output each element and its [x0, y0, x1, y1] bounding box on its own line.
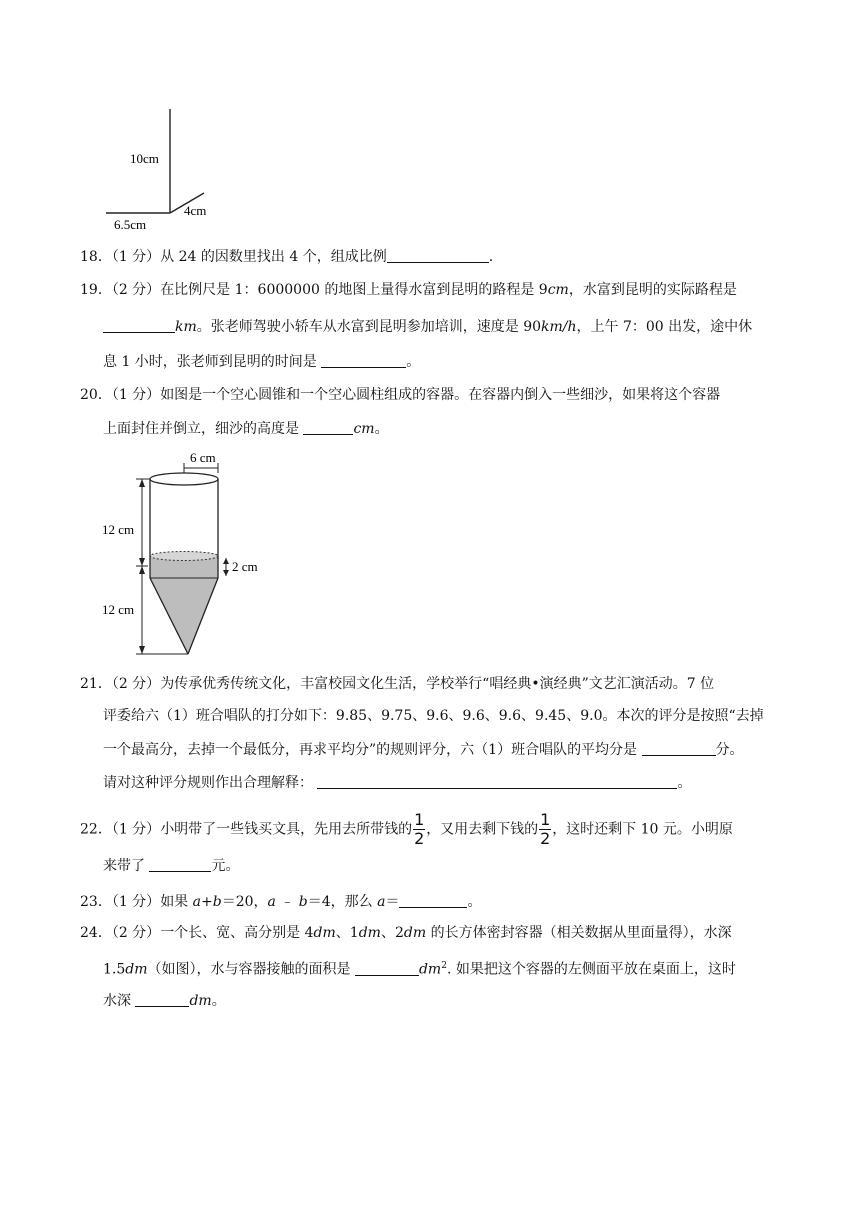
- answer-blank[interactable]: [135, 992, 189, 1007]
- answer-blank[interactable]: [303, 420, 353, 435]
- question-score: （1 分）: [111, 249, 161, 265]
- cone-height-label: 12 cm: [102, 602, 135, 617]
- answer-blank[interactable]: [103, 318, 175, 333]
- answer-blank[interactable]: [355, 961, 419, 976]
- fraction-one-half: $\frac{1}{2}$: [414, 810, 425, 848]
- answer-blank[interactable]: [149, 857, 211, 872]
- length-label: 6.5cm: [114, 217, 147, 232]
- question-number: 18．: [80, 249, 112, 265]
- question-text: 从 24 的因数里找出 4 个，组成比例: [160, 249, 387, 265]
- answer-blank[interactable]: [321, 353, 406, 368]
- cylinder-height-label: 12 cm: [102, 522, 135, 537]
- diameter-label: 6 cm: [190, 450, 216, 465]
- answer-blank[interactable]: [387, 248, 489, 263]
- answer-blank[interactable]: [642, 741, 716, 756]
- fraction-one-half: $\frac{1}{2}$: [540, 810, 551, 848]
- sand-height-label: 2 cm: [232, 559, 258, 574]
- answer-blank[interactable]: [317, 774, 677, 789]
- width-label: 4cm: [184, 203, 207, 218]
- cuboid-figure: [100, 105, 220, 235]
- answer-blank[interactable]: [399, 893, 467, 908]
- height-label: 10cm: [130, 151, 159, 166]
- cylinder-cone-figure: [98, 446, 273, 661]
